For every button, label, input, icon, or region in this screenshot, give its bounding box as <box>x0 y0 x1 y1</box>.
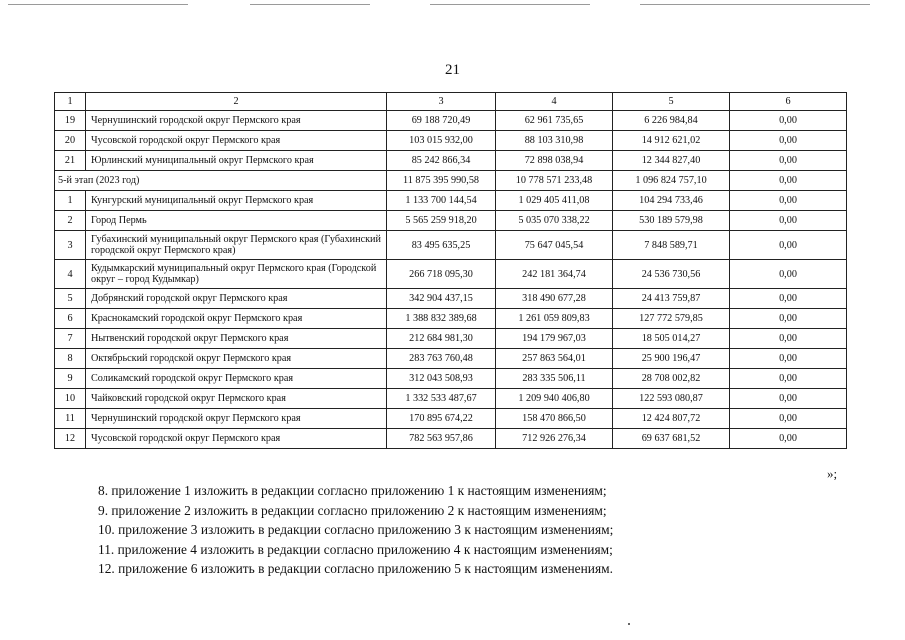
amount-cell: 104 294 733,46 <box>613 191 730 211</box>
amount-cell: 88 103 310,98 <box>496 131 613 151</box>
amount-cell: 0,00 <box>730 369 847 389</box>
amount-cell: 266 718 095,30 <box>387 260 496 289</box>
table-header-row <box>55 93 847 111</box>
amount-cell: 0,00 <box>730 131 847 151</box>
table-row <box>55 211 847 231</box>
table-row <box>55 409 847 429</box>
amount-cell: 127 772 579,85 <box>613 309 730 329</box>
amount-cell: 194 179 967,03 <box>496 329 613 349</box>
row-number: 3 <box>55 231 86 260</box>
amount-cell: 62 961 735,65 <box>496 111 613 131</box>
budget-table <box>54 92 847 449</box>
row-number: 11 <box>55 409 86 429</box>
table-row <box>55 369 847 389</box>
row-number: 10 <box>55 389 86 409</box>
municipality-name: Город Пермь <box>86 211 387 231</box>
row-number: 21 <box>55 151 86 171</box>
row-number: 5 <box>55 289 86 309</box>
amount-cell: 257 863 564,01 <box>496 349 613 369</box>
municipality-name: Добрянский городской округ Пермского края <box>86 289 387 309</box>
scan-artifact-line <box>250 4 370 5</box>
row-number: 6 <box>55 309 86 329</box>
row-number: 9 <box>55 369 86 389</box>
closing-quote-mark: »; <box>827 466 838 481</box>
amount-cell: 7 848 589,71 <box>613 231 730 260</box>
amount-cell: 24 413 759,87 <box>613 289 730 309</box>
amount-cell: 5 565 259 918,20 <box>387 211 496 231</box>
amount-cell: 103 015 932,00 <box>387 131 496 151</box>
amount-cell: 530 189 579,98 <box>613 211 730 231</box>
amount-cell: 0,00 <box>730 409 847 429</box>
table-row <box>55 329 847 349</box>
row-number: 7 <box>55 329 86 349</box>
municipality-name: Чернушинский городской округ Пермского края <box>86 409 387 429</box>
table-row <box>55 191 847 211</box>
amount-cell: 1 209 940 406,80 <box>496 389 613 409</box>
amount-cell: 0,00 <box>730 429 847 449</box>
column-header: 4 <box>496 93 613 111</box>
amount-cell: 0,00 <box>730 309 847 329</box>
amount-cell: 242 181 364,74 <box>496 260 613 289</box>
amount-cell: 85 242 866,34 <box>387 151 496 171</box>
column-header: 2 <box>86 93 387 111</box>
table-row <box>55 151 847 171</box>
table-row <box>55 231 847 260</box>
amount-cell: 6 226 984,84 <box>613 111 730 131</box>
amount-cell: 170 895 674,22 <box>387 409 496 429</box>
amount-cell: 782 563 957,86 <box>387 429 496 449</box>
amount-cell: 0,00 <box>730 329 847 349</box>
amount-cell: 0,00 <box>730 289 847 309</box>
row-number: 20 <box>55 131 86 151</box>
amount-cell: 24 536 730,56 <box>613 260 730 289</box>
municipality-name: Юрлинский муниципальный округ Пермского края <box>86 151 387 171</box>
column-header: 1 <box>55 93 86 111</box>
table-row <box>55 131 847 151</box>
row-number: 19 <box>55 111 86 131</box>
table-row <box>55 111 847 131</box>
table-row <box>55 309 847 329</box>
row-number: 12 <box>55 429 86 449</box>
amount-cell: 1 388 832 389,68 <box>387 309 496 329</box>
amount-cell: 1 029 405 411,08 <box>496 191 613 211</box>
amount-cell: 28 708 002,82 <box>613 369 730 389</box>
amount-cell: 0,00 <box>730 389 847 409</box>
amount-cell: 1 133 700 144,54 <box>387 191 496 211</box>
table-row <box>55 389 847 409</box>
amount-cell: 12 424 807,72 <box>613 409 730 429</box>
scan-speck <box>628 623 630 625</box>
municipality-name: Краснокамский городской округ Пермского края <box>86 309 387 329</box>
amount-cell: 0,00 <box>730 191 847 211</box>
amount-cell: 69 637 681,52 <box>613 429 730 449</box>
amount-cell: 83 495 635,25 <box>387 231 496 260</box>
amount-cell: 212 684 981,30 <box>387 329 496 349</box>
section-total-cell: 11 875 395 990,58 <box>387 171 496 191</box>
table-row <box>55 260 847 289</box>
amount-cell: 0,00 <box>730 151 847 171</box>
row-number: 1 <box>55 191 86 211</box>
amount-cell: 18 505 014,27 <box>613 329 730 349</box>
amount-cell: 72 898 038,94 <box>496 151 613 171</box>
amount-cell: 712 926 276,34 <box>496 429 613 449</box>
municipality-name: Чайковский городской округ Пермского края <box>86 389 387 409</box>
amount-cell: 158 470 866,50 <box>496 409 613 429</box>
amount-cell: 75 647 045,54 <box>496 231 613 260</box>
section-total-cell: 1 096 824 757,10 <box>613 171 730 191</box>
municipality-name: Чусовской городской округ Пермского края <box>86 131 387 151</box>
amount-cell: 0,00 <box>730 260 847 289</box>
amount-cell: 122 593 080,87 <box>613 389 730 409</box>
amount-cell: 283 763 760,48 <box>387 349 496 369</box>
column-header: 3 <box>387 93 496 111</box>
scan-artifact-line <box>430 4 590 5</box>
row-number: 8 <box>55 349 86 369</box>
page-number: 21 <box>445 62 460 78</box>
municipality-name: Губахинский муниципальный округ Пермского края (Губахинский городской округ Пермского края) <box>86 231 387 260</box>
amount-cell: 14 912 621,02 <box>613 131 730 151</box>
amendment-item: 10. приложение 3 изложить в редакции согласно приложению 3 к настоящим изменениям; <box>98 522 614 538</box>
amendment-item: 11. приложение 4 изложить в редакции согласно приложению 4 к настоящим изменениям; <box>98 541 613 557</box>
amount-cell: 312 043 508,93 <box>387 369 496 389</box>
municipality-name: Кудымкарский муниципальный округ Пермского края (Городской округ – город Кудымкар) <box>86 260 387 289</box>
amendment-list <box>98 481 858 579</box>
amount-cell: 1 261 059 809,83 <box>496 309 613 329</box>
scan-artifact-line <box>8 4 188 5</box>
amount-cell: 0,00 <box>730 211 847 231</box>
section-total-cell: 0,00 <box>730 171 847 191</box>
section-row <box>55 171 847 191</box>
amount-cell: 25 900 196,47 <box>613 349 730 369</box>
amount-cell: 0,00 <box>730 111 847 131</box>
section-label: 5-й этап (2023 год) <box>55 171 387 191</box>
scan-artifact-line <box>640 4 870 5</box>
amount-cell: 318 490 677,28 <box>496 289 613 309</box>
amount-cell: 0,00 <box>730 231 847 260</box>
amendment-item: 9. приложение 2 изложить в редакции согласно приложению 2 к настоящим изменениям; <box>98 502 607 518</box>
municipality-name: Соликамский городской округ Пермского края <box>86 369 387 389</box>
amount-cell: 1 332 533 487,67 <box>387 389 496 409</box>
table-row <box>55 349 847 369</box>
table-row <box>55 289 847 309</box>
municipality-name: Чусовской городской округ Пермского края <box>86 429 387 449</box>
amount-cell: 5 035 070 338,22 <box>496 211 613 231</box>
municipality-name: Нытвенский городской округ Пермского края <box>86 329 387 349</box>
amount-cell: 12 344 827,40 <box>613 151 730 171</box>
amount-cell: 0,00 <box>730 349 847 369</box>
table-row <box>55 429 847 449</box>
row-number: 2 <box>55 211 86 231</box>
amount-cell: 283 335 506,11 <box>496 369 613 389</box>
municipality-name: Октябрьский городской округ Пермского края <box>86 349 387 369</box>
amendment-item: 8. приложение 1 изложить в редакции согласно приложению 1 к настоящим изменениям; <box>98 483 607 498</box>
municipality-name: Кунгурский муниципальный округ Пермского края <box>86 191 387 211</box>
amount-cell: 69 188 720,49 <box>387 111 496 131</box>
row-number: 4 <box>55 260 86 289</box>
column-header: 6 <box>730 93 847 111</box>
column-header: 5 <box>613 93 730 111</box>
amendment-item: 12. приложение 6 изложить в редакции согласно приложению 5 к настоящим изменениям. <box>98 561 613 577</box>
municipality-name: Чернушинский городской округ Пермского края <box>86 111 387 131</box>
section-total-cell: 10 778 571 233,48 <box>496 171 613 191</box>
amount-cell: 342 904 437,15 <box>387 289 496 309</box>
